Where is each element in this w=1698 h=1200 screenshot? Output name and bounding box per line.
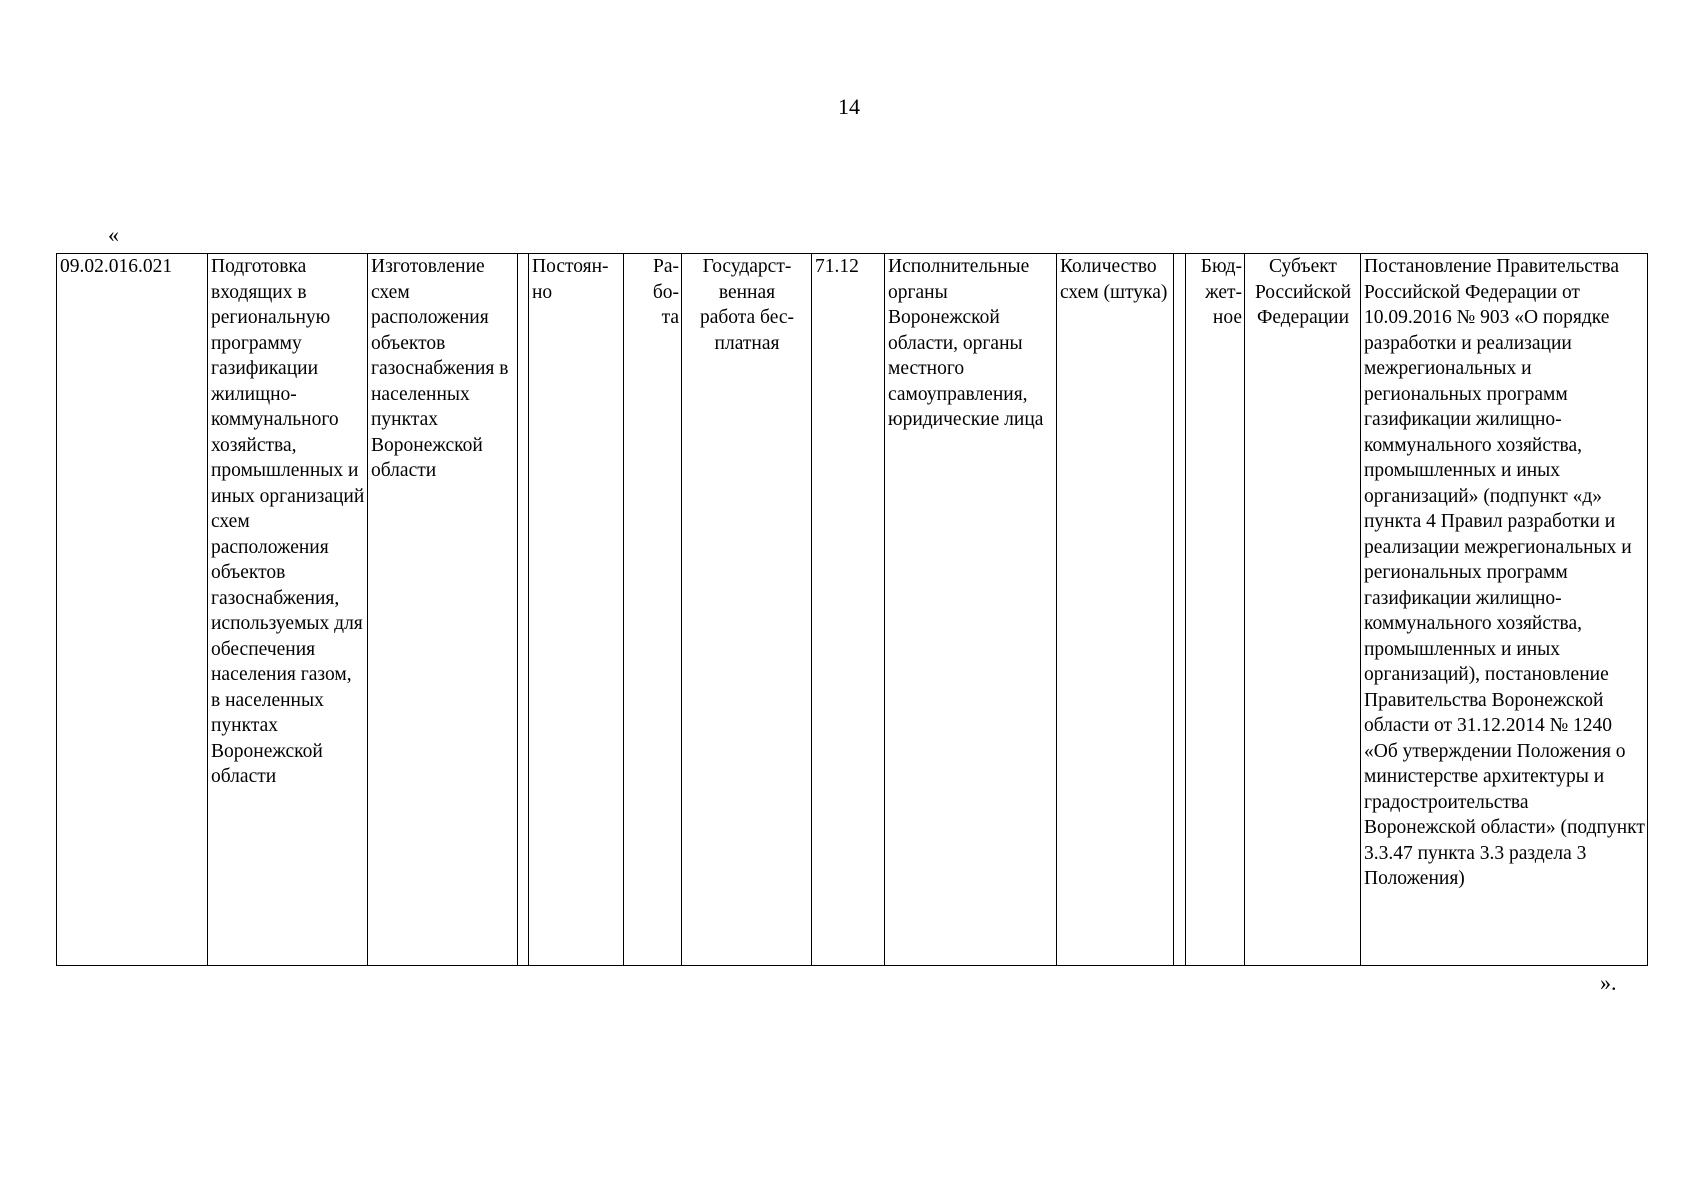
closing-quote: ». — [1600, 970, 1617, 995]
cell-empty-2 — [1174, 254, 1186, 966]
cell-service-name: Подготовка входящих в региональную программу газификации жилищно-коммунального хозяйства, промышленных и иных организаций схем расположения объектов газоснабжения, используемых для обеспечения населения газом, в населенных пунктах Воронежской области — [208, 254, 368, 966]
cell-level: Субъект Российской Федерации — [1245, 254, 1361, 966]
cell-empty-1 — [518, 254, 529, 966]
cell-frequency: Постоян- но — [529, 254, 624, 966]
cell-category: Государст- венная работа бес- платная — [682, 254, 812, 966]
cell-legal-basis: Постановление Правительства Российской Федерации от 10.09.2016 № 903 «О порядке разработки и реализации межрегиональных и региональных программ газификации жилищно-коммунального хозяйства, промышленных и иных организаций» (подпункт «д» пункта 4 Правил разработки и реализации межрегиональных и региональных программ газификации жилищно-коммунального хозяйства, промышленных и иных организаций), постановление Правительства Воронежской области от 31.12.2014 № 1240 «Об утверждении Положения о министерстве архитектуры и градостроительства Воронежской области» (подпункт 3.3.47 пункта 3.3 раздела 3 Положения) — [1361, 254, 1648, 966]
cell-funding: Бюд- жет- ное — [1186, 254, 1245, 966]
cell-okved: 71.12 — [812, 254, 885, 966]
cell-type: Ра- бо- та — [624, 254, 682, 966]
opening-quote: « — [108, 222, 119, 247]
cell-indicator: Количество схем (штука) — [1057, 254, 1174, 966]
table-row — [57, 254, 1648, 966]
registry-table — [56, 253, 1648, 966]
page-number: 14 — [838, 94, 860, 119]
cell-consumers: Исполнительные органы Воронежской области, органы местного самоуправления, юридические лица — [885, 254, 1057, 966]
cell-content: Изготовление схем расположения объектов газоснабжения в населенных пунктах Воронежской области — [368, 254, 518, 966]
cell-code: 09.02.016.021 — [57, 254, 208, 966]
